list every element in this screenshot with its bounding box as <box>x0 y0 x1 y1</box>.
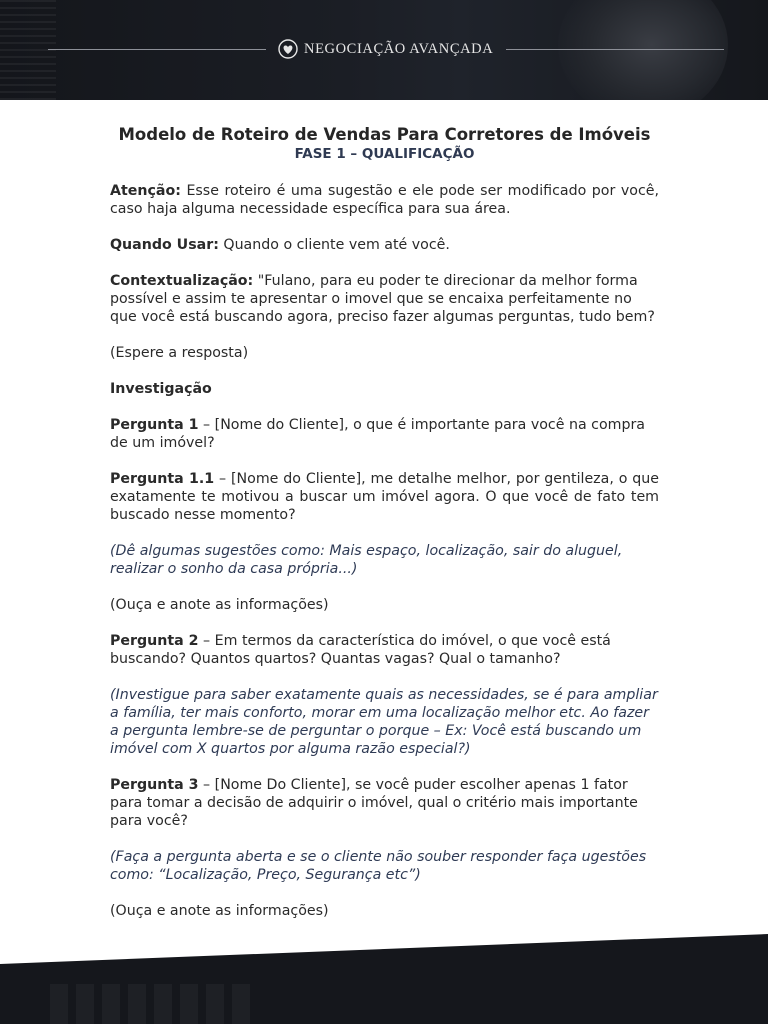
context-text: "Fulano, para eu poder te direcionar da melhor forma possível e assim te apresentar o imovel que se encaixa perfeitamente no que você está buscando agora, preciso fazer algumas perguntas, tudo bem? <box>110 273 655 325</box>
context-label: Contextualização: <box>110 273 254 289</box>
brand-name: NEGOCIAÇÃO AVANÇADA <box>304 40 494 57</box>
when-label: Quando Usar: <box>110 237 219 253</box>
footer-texture <box>50 984 250 1024</box>
document-subtitle: FASE 1 – QUALIFICAÇÃO <box>294 146 475 162</box>
question-3 <box>110 776 659 830</box>
header-texture <box>0 0 56 100</box>
attention-text: Esse roteiro é uma sugestão e ele pode ser modificado por você, caso haja alguma necessidade específica para sua área. <box>110 183 659 217</box>
document-body <box>110 124 659 920</box>
question-1 <box>110 416 659 452</box>
heart-crown-icon <box>278 39 298 59</box>
question-3-label: Pergunta 3 <box>110 777 199 793</box>
footer-banner <box>0 934 768 1024</box>
question-1-1-hint: (Dê algumas sugestões como: Mais espaço, localização, sair do aluguel, realizar o sonho da casa própria...) <box>110 543 623 577</box>
brand-logo <box>278 38 493 60</box>
wait-response: (Espere a resposta) <box>110 345 249 361</box>
header-banner <box>0 0 768 100</box>
header-photo <box>558 0 728 100</box>
question-1-label: Pergunta 1 <box>110 417 199 433</box>
question-1-1-text: – [Nome do Cliente], me detalhe melhor, por gentileza, o que exatamente te motivou a buscar um imóvel agora. O que você de fato tem buscado nesse momento? <box>110 471 659 523</box>
investigation-heading: Investigação <box>110 381 212 397</box>
attention-label: Atenção: <box>110 183 181 199</box>
question-2-label: Pergunta 2 <box>110 633 199 649</box>
question-1-1 <box>110 470 659 524</box>
when-text: Quando o cliente vem até você. <box>218 237 450 253</box>
question-3-hint: (Faça a pergunta aberta e se o cliente não souber responder faça ugestões como: “Localização, Preço, Segurança etc”) <box>110 849 647 883</box>
question-2 <box>110 632 659 668</box>
when-paragraph <box>110 236 659 254</box>
question-3-text: – [Nome Do Cliente], se você puder escolher apenas 1 fator para tomar a decisão de adquirir o imóvel, qual o critério mais importante para você? <box>110 777 638 829</box>
listen-note-2: (Ouça e anote as informações) <box>110 903 329 919</box>
question-1-text: – [Nome do Cliente], o que é importante para você na compra de um imóvel? <box>110 417 645 451</box>
question-1-1-label: Pergunta 1.1 <box>110 471 215 487</box>
header-rule-left <box>48 49 266 50</box>
listen-note-1: (Ouça e anote as informações) <box>110 597 329 613</box>
question-2-text: – Em termos da característica do imóvel, o que você está buscando? Quantos quartos? Quantas vagas? Qual o tamanho? <box>110 633 611 667</box>
header-rule-right <box>506 49 724 50</box>
question-2-hint: (Investigue para saber exatamente quais as necessidades, se é para ampliar a família, ter mais conforto, morar em uma localização melhor etc. Ao fazer a pergunta lembre-se de perguntar o porque – Ex: Você está buscando um imóvel com X quartos por alguma razão especial?) <box>110 687 658 757</box>
context-paragraph <box>110 272 659 326</box>
document-title: Modelo de Roteiro de Vendas Para Corretores de Imóveis <box>118 125 651 144</box>
attention-paragraph <box>110 182 659 218</box>
